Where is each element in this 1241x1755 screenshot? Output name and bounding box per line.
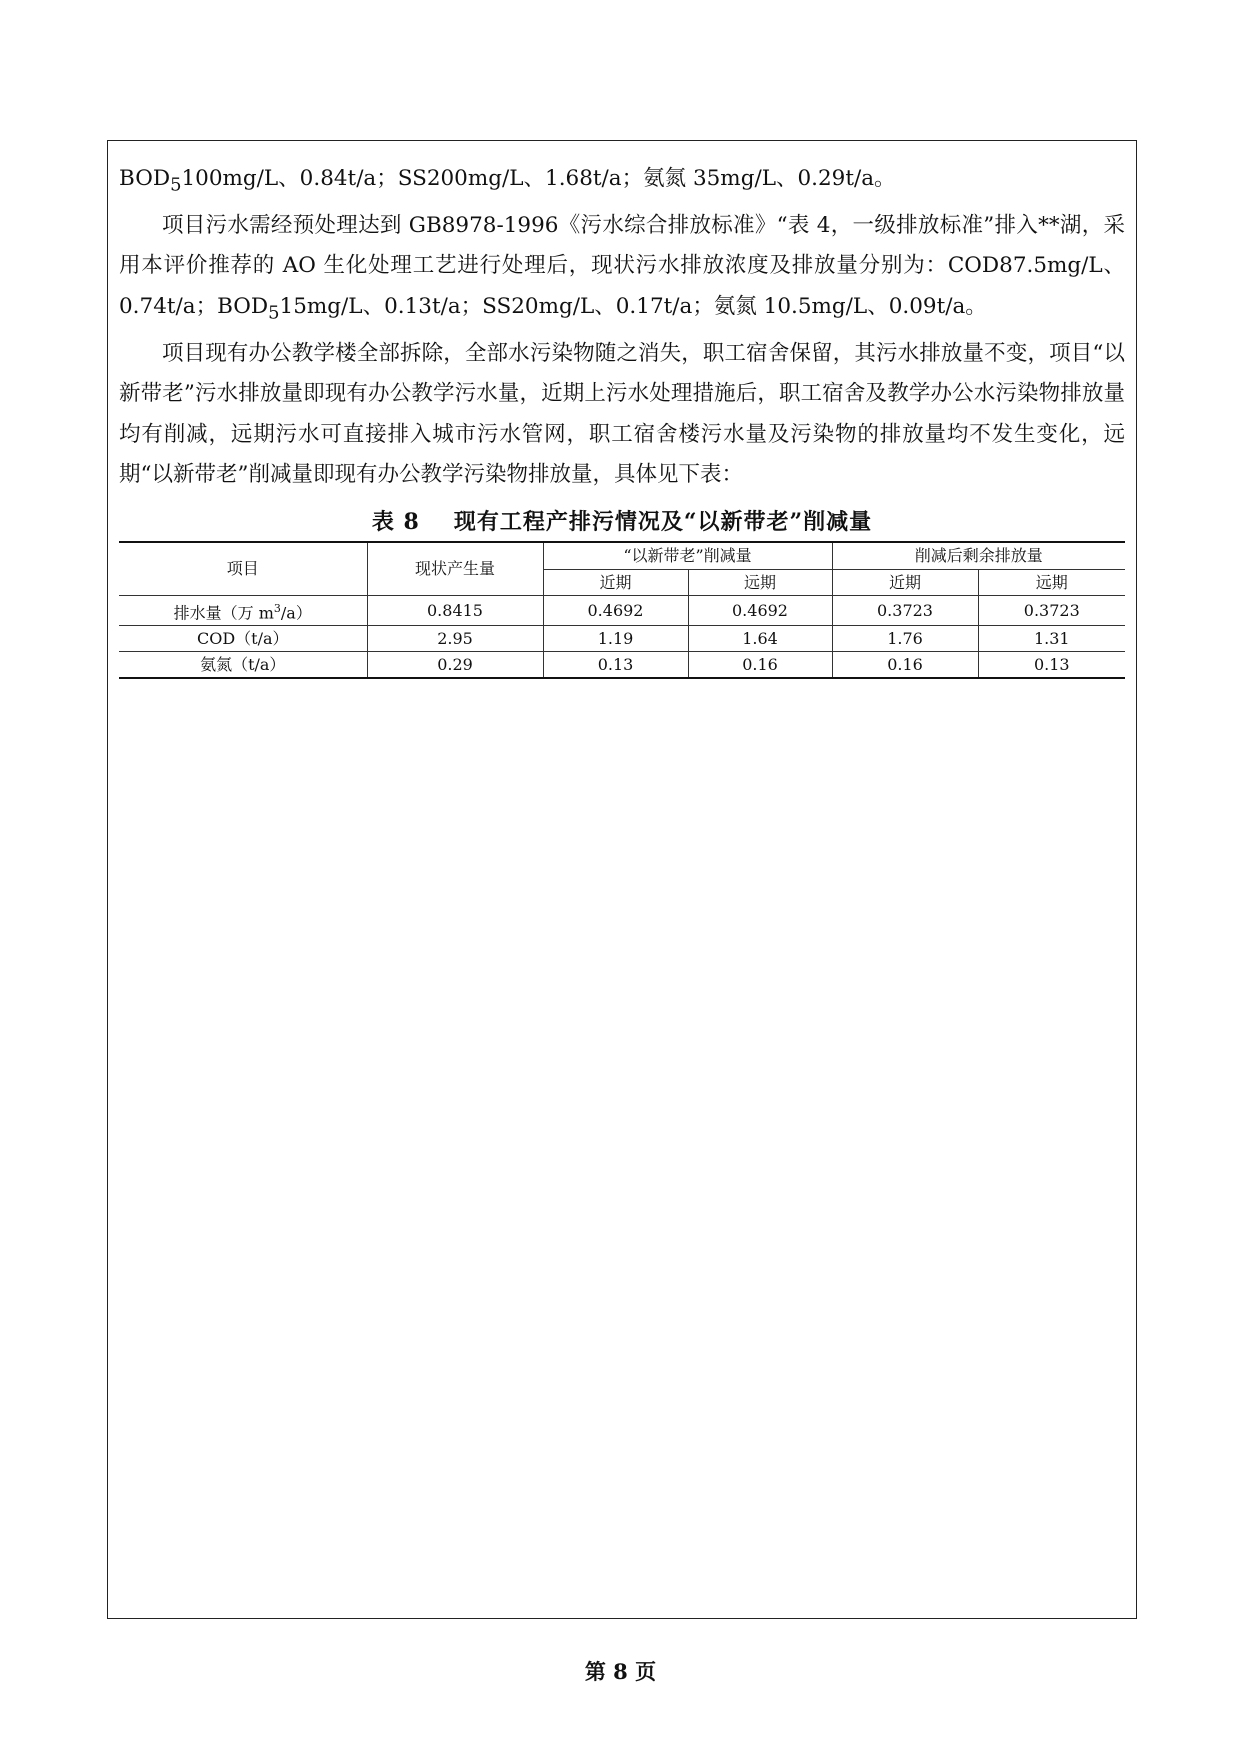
table-number: 表 8 bbox=[371, 508, 420, 535]
cell-remaining-far: 1.31 bbox=[978, 625, 1125, 651]
cell-reduction-near: 1.19 bbox=[543, 625, 688, 651]
cell-reduction-far: 1.64 bbox=[688, 625, 832, 651]
table-title: 现有工程产排污情况及“以新带老”削减量 bbox=[453, 508, 873, 535]
paragraph-3: 项目现有办公教学楼全部拆除，全部水污染物随之消失，职工宿舍保留，其污水排放量不变，项目“以新带老”污水排放量即现有办公教学污水量，近期上污水处理措施后，职工宿舍及教学办公水污染物排放量均有削减，远期污水可直接排入城市污水管网，职工宿舍楼污水量及污染物的排放量均不发生变化，远期“以新带老”削减量即现有办公教学污染物排放量，具体见下表： bbox=[119, 340, 1125, 488]
header-remaining-near: 近期 bbox=[832, 569, 978, 595]
paragraph-2-text-b: 15mg/L、0.13t/a；SS20mg/L、0.17t/a；氨氮 10.5mg/L、0.09t/a。 bbox=[279, 293, 987, 319]
table-row bbox=[119, 625, 1125, 651]
cell-remaining-far: 0.3723 bbox=[978, 595, 1125, 625]
cell-remaining-near: 0.16 bbox=[832, 651, 978, 678]
row-label: COD（t/a） bbox=[119, 625, 367, 651]
header-remaining: 削减后剩余排放量 bbox=[832, 542, 1125, 570]
paragraph-2-text-a: 项目污水需经预处理达到 GB8978-1996《污水综合排放标准》“表 4，一级排放标准”排入**湖，采用本评价推荐的 AO 生化处理工艺进行处理后，现状污水排放浓度及排放量分别为：COD87.5mg/L、0.74t/a；BOD bbox=[119, 212, 1125, 319]
cell-reduction-near: 0.13 bbox=[543, 651, 688, 678]
header-current: 现状产生量 bbox=[367, 542, 543, 596]
cell-current: 0.29 bbox=[367, 651, 543, 678]
header-reduction: “以新带老”削减量 bbox=[543, 542, 832, 570]
cell-reduction-near: 0.4692 bbox=[543, 595, 688, 625]
cell-reduction-far: 0.16 bbox=[688, 651, 832, 678]
cell-remaining-near: 1.76 bbox=[832, 625, 978, 651]
row-label: 氨氮（t/a） bbox=[119, 651, 367, 678]
emissions-table bbox=[119, 541, 1125, 679]
table-row bbox=[119, 595, 1125, 625]
paragraph-1-subscript: 5 bbox=[170, 174, 182, 196]
cell-remaining-near: 0.3723 bbox=[832, 595, 978, 625]
paragraph-2 bbox=[119, 206, 1125, 334]
cell-current: 2.95 bbox=[367, 625, 543, 651]
header-reduction-far: 远期 bbox=[688, 569, 832, 595]
paragraph-1 bbox=[119, 159, 1125, 206]
table-caption bbox=[119, 505, 1125, 539]
cell-remaining-far: 0.13 bbox=[978, 651, 1125, 678]
row-label: 排水量（万 $m^3/a$） bbox=[119, 595, 367, 625]
header-item: 项目 bbox=[119, 542, 367, 596]
cell-reduction-far: 0.4692 bbox=[688, 595, 832, 625]
cell-current: 0.8415 bbox=[367, 595, 543, 625]
header-reduction-near: 近期 bbox=[543, 569, 688, 595]
paragraph-1-text-b: 100mg/L、0.84t/a；SS200mg/L、1.68t/a；氨氮 35mg/L、0.29t/a。 bbox=[181, 166, 896, 191]
header-remaining-far: 远期 bbox=[978, 569, 1125, 595]
page-number: 第 8 页 bbox=[584, 1659, 657, 1684]
table-row bbox=[119, 651, 1125, 678]
document-body bbox=[119, 140, 1125, 679]
table-header-row bbox=[119, 542, 1125, 570]
paragraph-1-text-a: BOD bbox=[119, 166, 171, 191]
paragraph-2-subscript: 5 bbox=[268, 302, 280, 324]
